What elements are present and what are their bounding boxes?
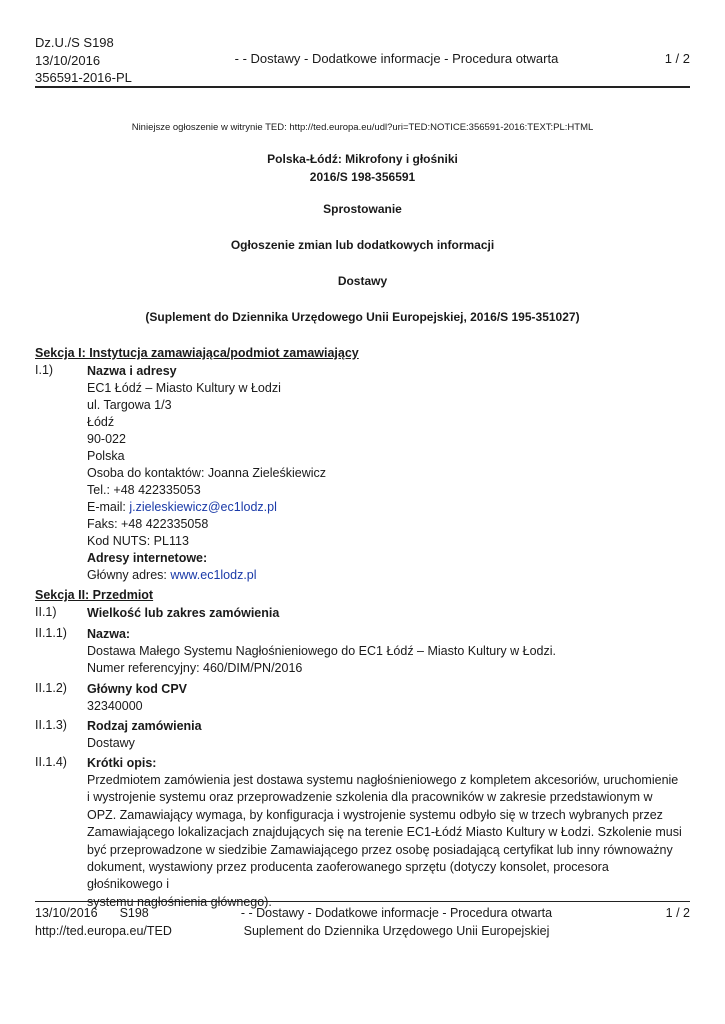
authority-name: EC1 Łódź – Miasto Kultury w Łodzi [87, 381, 281, 395]
title-label: Nazwa: [87, 627, 131, 641]
contract-type-block [87, 718, 202, 752]
header-title-wrap [0, 51, 725, 66]
section-1-num: I.1) [35, 363, 54, 377]
main-address-row [87, 567, 326, 584]
journal-ref: Dz.U./S S198 [35, 35, 114, 50]
description-label: Krótki opis: [87, 756, 157, 770]
description-line: być przeprowadzone w siedzibie Zamawiającego przez osobę posiadającą certyfikat lub inny równoważny [87, 842, 673, 857]
nuts-code: Kod NUTS: PL113 [87, 534, 189, 548]
notice-category: Dostawy [337, 274, 388, 288]
footer-date: 13/10/2016 [35, 906, 98, 920]
footer-subtitle: Suplement do Dziennika Urzędowego Unii Europejskiej [243, 923, 550, 938]
title-text: Dostawa Małego Systemu Nagłośnieniowego do EC1 Łódź – Miasto Kultury w Łodzi. [87, 644, 556, 658]
notice-title: Polska-Łódź: Mikrofony i głośniki [267, 152, 458, 166]
cpv-label: Główny kod CPV [87, 682, 188, 696]
contract-type-value: Dostawy [87, 736, 135, 750]
contracting-authority-block [87, 363, 326, 584]
footer-series: S198 [119, 906, 149, 920]
fax: Faks: +48 422335058 [87, 517, 209, 531]
header-page: 1 / 2 [664, 51, 690, 66]
footer-rule [35, 901, 690, 902]
contract-type-label: Rodzaj zamówienia [87, 719, 202, 733]
email-link[interactable]: j.zieleskiewicz@ec1lodz.pl [129, 500, 277, 514]
ted-notice-line: Niniejsze ogłoszenie w witrynie TED: http://ted.europa.eu/udl?uri=TED:NOTICE:356591-2016:TEXT:PL:HTML [131, 122, 594, 133]
email-label: E-mail: [87, 500, 130, 514]
description-line: Zamawiającego lokalizacjach znajdujących się na terenie EC1-Łódź Miasto Kultury w Łodzi. Szkolenie musi [87, 825, 682, 840]
authority-street: ul. Targowa 1/3 [87, 398, 172, 412]
description-num: II.1.4) [35, 755, 67, 769]
scope-num: II.1) [35, 605, 57, 619]
names-addresses-label: Nazwa i adresy [87, 364, 177, 378]
description-line: systemu nagłośnienia głównego). [87, 894, 272, 909]
section-1-title: Sekcja I: Instytucja zamawiająca/podmiot zamawiający [35, 346, 359, 360]
authority-postcode: 90-022 [87, 432, 126, 446]
description-line: i wystrojenie systemu oraz przeprowadzenie szkolenia dla pracowników w zakresie przedstawionym w [87, 790, 653, 805]
cpv-block [87, 681, 187, 715]
footer-title: - - Dostawy - Dodatkowe informacje - Procedura otwarta [240, 906, 553, 920]
notice-supplement: (Suplement do Dziennika Urzędowego Unii Europejskiej, 2016/S 195-351027) [145, 310, 580, 324]
authority-city: Łódź [87, 415, 115, 429]
footer-page: 1 / 2 [665, 906, 690, 920]
title-block [87, 626, 556, 677]
footer-site: http://ted.europa.eu/TED [35, 923, 172, 938]
contract-type-num: II.1.3) [35, 718, 67, 732]
section-2-title: Sekcja II: Przedmiot [35, 588, 154, 602]
reference-number: Numer referencyjny: 460/DIM/PN/2016 [87, 661, 303, 675]
main-address-link[interactable]: www.ec1lodz.pl [170, 568, 257, 582]
main-address-label: Główny adres: [87, 568, 171, 582]
internet-addresses-label: Adresy internetowe: [87, 551, 208, 565]
header-rule [35, 86, 690, 88]
header-date: 13/10/2016 [35, 52, 101, 68]
header-title: - - Dostawy - Dodatkowe informacje - Procedura otwarta [234, 51, 559, 66]
email-row [87, 499, 326, 516]
notice-subtitle: Ogłoszenie zmian lub dodatkowych informacji [230, 238, 495, 252]
notice-number: 2016/S 198-356591 [309, 170, 416, 184]
description-line: dokument, wystawiony przez producenta zaoferowanego sprzętu (dotyczy konsolet, procesora głośnikowego i [87, 860, 609, 892]
notice-type: Sprostowanie [323, 202, 402, 216]
title-num: II.1.1) [35, 626, 67, 640]
authority-country: Polska [87, 449, 125, 463]
cpv-code: 32340000 [87, 699, 143, 713]
footer-center [0, 905, 725, 940]
telephone: Tel.: +48 422335053 [87, 483, 201, 497]
contact-person: Osoba do kontaktów: Joanna Zieleśkiewicz [87, 466, 327, 480]
cpv-num: II.1.2) [35, 681, 67, 695]
description-line: OPZ. Zamawiający wymaga, by konfiguracja i wystrojenie systemu odbyło się w trzech wybranych przez [87, 807, 663, 822]
notice-id: 356591-2016-PL [35, 70, 132, 85]
description-text [87, 772, 687, 911]
description-line: Przedmiotem zamówienia jest dostawa systemu nagłośnieniowego z kompletem akcesoriów, uruchomienie [87, 773, 679, 787]
scope-label: Wielkość lub zakres zamówienia [87, 606, 280, 620]
